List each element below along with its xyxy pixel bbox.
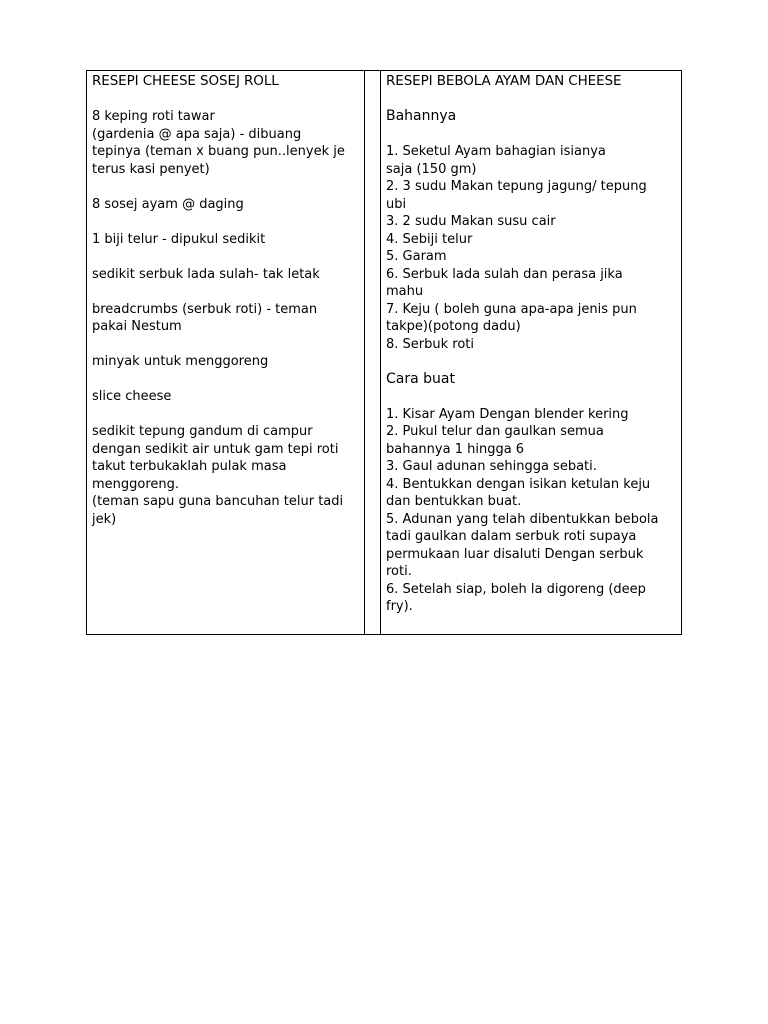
- ingredients-list: [386, 143, 677, 353]
- list-item: [92, 301, 360, 336]
- list-item: bahannya 1 hingga 6: [386, 441, 525, 457]
- column-divider: [365, 71, 381, 635]
- list-item: 6. Setelah siap, boleh la digoreng (deep: [386, 581, 646, 597]
- bebola-ayam-cell: [381, 71, 682, 635]
- text-line: (gardenia @ apa saja) - dibuang: [92, 126, 302, 142]
- table-row: [87, 71, 682, 635]
- list-item: 7. Keju ( boleh guna apa-apa jenis pun: [386, 301, 637, 317]
- text-line: slice cheese: [92, 389, 172, 404]
- ingredients-heading: Bahannya: [386, 108, 457, 124]
- text-line: takut terbukaklah pulak masa: [92, 459, 287, 474]
- cheese-sosej-roll-title: RESEPI CHEESE SOSEJ ROLL: [92, 73, 279, 89]
- list-item: 3. 2 sudu Makan susu cair: [386, 214, 556, 229]
- cheese-sosej-roll-cell: [87, 71, 365, 635]
- method-list: [386, 406, 677, 616]
- list-item: 4. Bentukkan dengan isikan ketulan keju: [386, 476, 651, 492]
- list-item: 5. Garam: [386, 249, 447, 264]
- list-item: saja (150 gm): [386, 161, 477, 177]
- list-item: 3. Gaul adunan sehingga sebati.: [386, 459, 597, 474]
- text-line: 1 biji telur - dipukul sedikit: [92, 231, 266, 247]
- list-item: 1. Seketul Ayam bahagian isianya: [386, 144, 606, 159]
- text-line: 8 keping roti tawar: [92, 109, 215, 124]
- text-line: sedikit serbuk lada sulah- tak letak: [92, 266, 320, 282]
- cheese-sosej-roll-ingredients: [92, 91, 360, 529]
- list-item: takpe)(potong dadu): [386, 319, 521, 334]
- text-line: dengan sedikit air untuk gam tepi roti: [92, 441, 339, 457]
- list-item: 5. Adunan yang telah dibentukkan bebola: [386, 511, 659, 527]
- list-item: tadi gaulkan dalam serbuk roti supaya: [386, 529, 637, 544]
- list-item: 1. Kisar Ayam Dengan blender kering: [386, 406, 629, 422]
- bebola-ayam-title: RESEPI BEBOLA AYAM DAN CHEESE: [386, 73, 622, 89]
- list-item: 2. 3 sudu Makan tepung jagung/ tepung: [386, 179, 647, 194]
- list-item: roti.: [386, 564, 412, 579]
- text-line: pakai Nestum: [92, 319, 182, 334]
- list-item: [92, 108, 360, 178]
- list-item: dan bentukkan buat.: [386, 494, 522, 509]
- list-item: ubi: [386, 196, 407, 212]
- list-item: [92, 196, 360, 214]
- list-item: 8. Serbuk roti: [386, 336, 475, 352]
- list-item: [92, 388, 360, 406]
- text-line: breadcrumbs (serbuk roti) - teman: [92, 301, 318, 317]
- list-item: [92, 353, 360, 371]
- list-item: 4. Sebiji telur: [386, 231, 473, 247]
- text-line: terus kasi penyet): [92, 161, 210, 177]
- list-item: [92, 231, 360, 249]
- list-item: fry).: [386, 599, 413, 614]
- recipe-table: [86, 70, 682, 635]
- list-item: 6. Serbuk lada sulah dan perasa jika: [386, 266, 623, 282]
- text-line: menggoreng.: [92, 476, 180, 492]
- list-item: mahu: [386, 284, 424, 299]
- list-item: [92, 266, 360, 284]
- method-heading: Cara buat: [386, 370, 455, 387]
- text-line: (teman sapu guna bancuhan telur tadi: [92, 494, 344, 509]
- text-line: minyak untuk menggoreng: [92, 354, 269, 369]
- list-item: permukaan luar disaluti Dengan serbuk: [386, 546, 644, 562]
- text-line: tepinya (teman x buang pun..lenyek je: [92, 144, 345, 159]
- text-line: sedikit tepung gandum di campur: [92, 424, 313, 439]
- text-line: 8 sosej ayam @ daging: [92, 196, 244, 212]
- text-line: jek): [92, 511, 117, 527]
- list-item: [92, 423, 360, 528]
- list-item: 2. Pukul telur dan gaulkan semua: [386, 424, 604, 439]
